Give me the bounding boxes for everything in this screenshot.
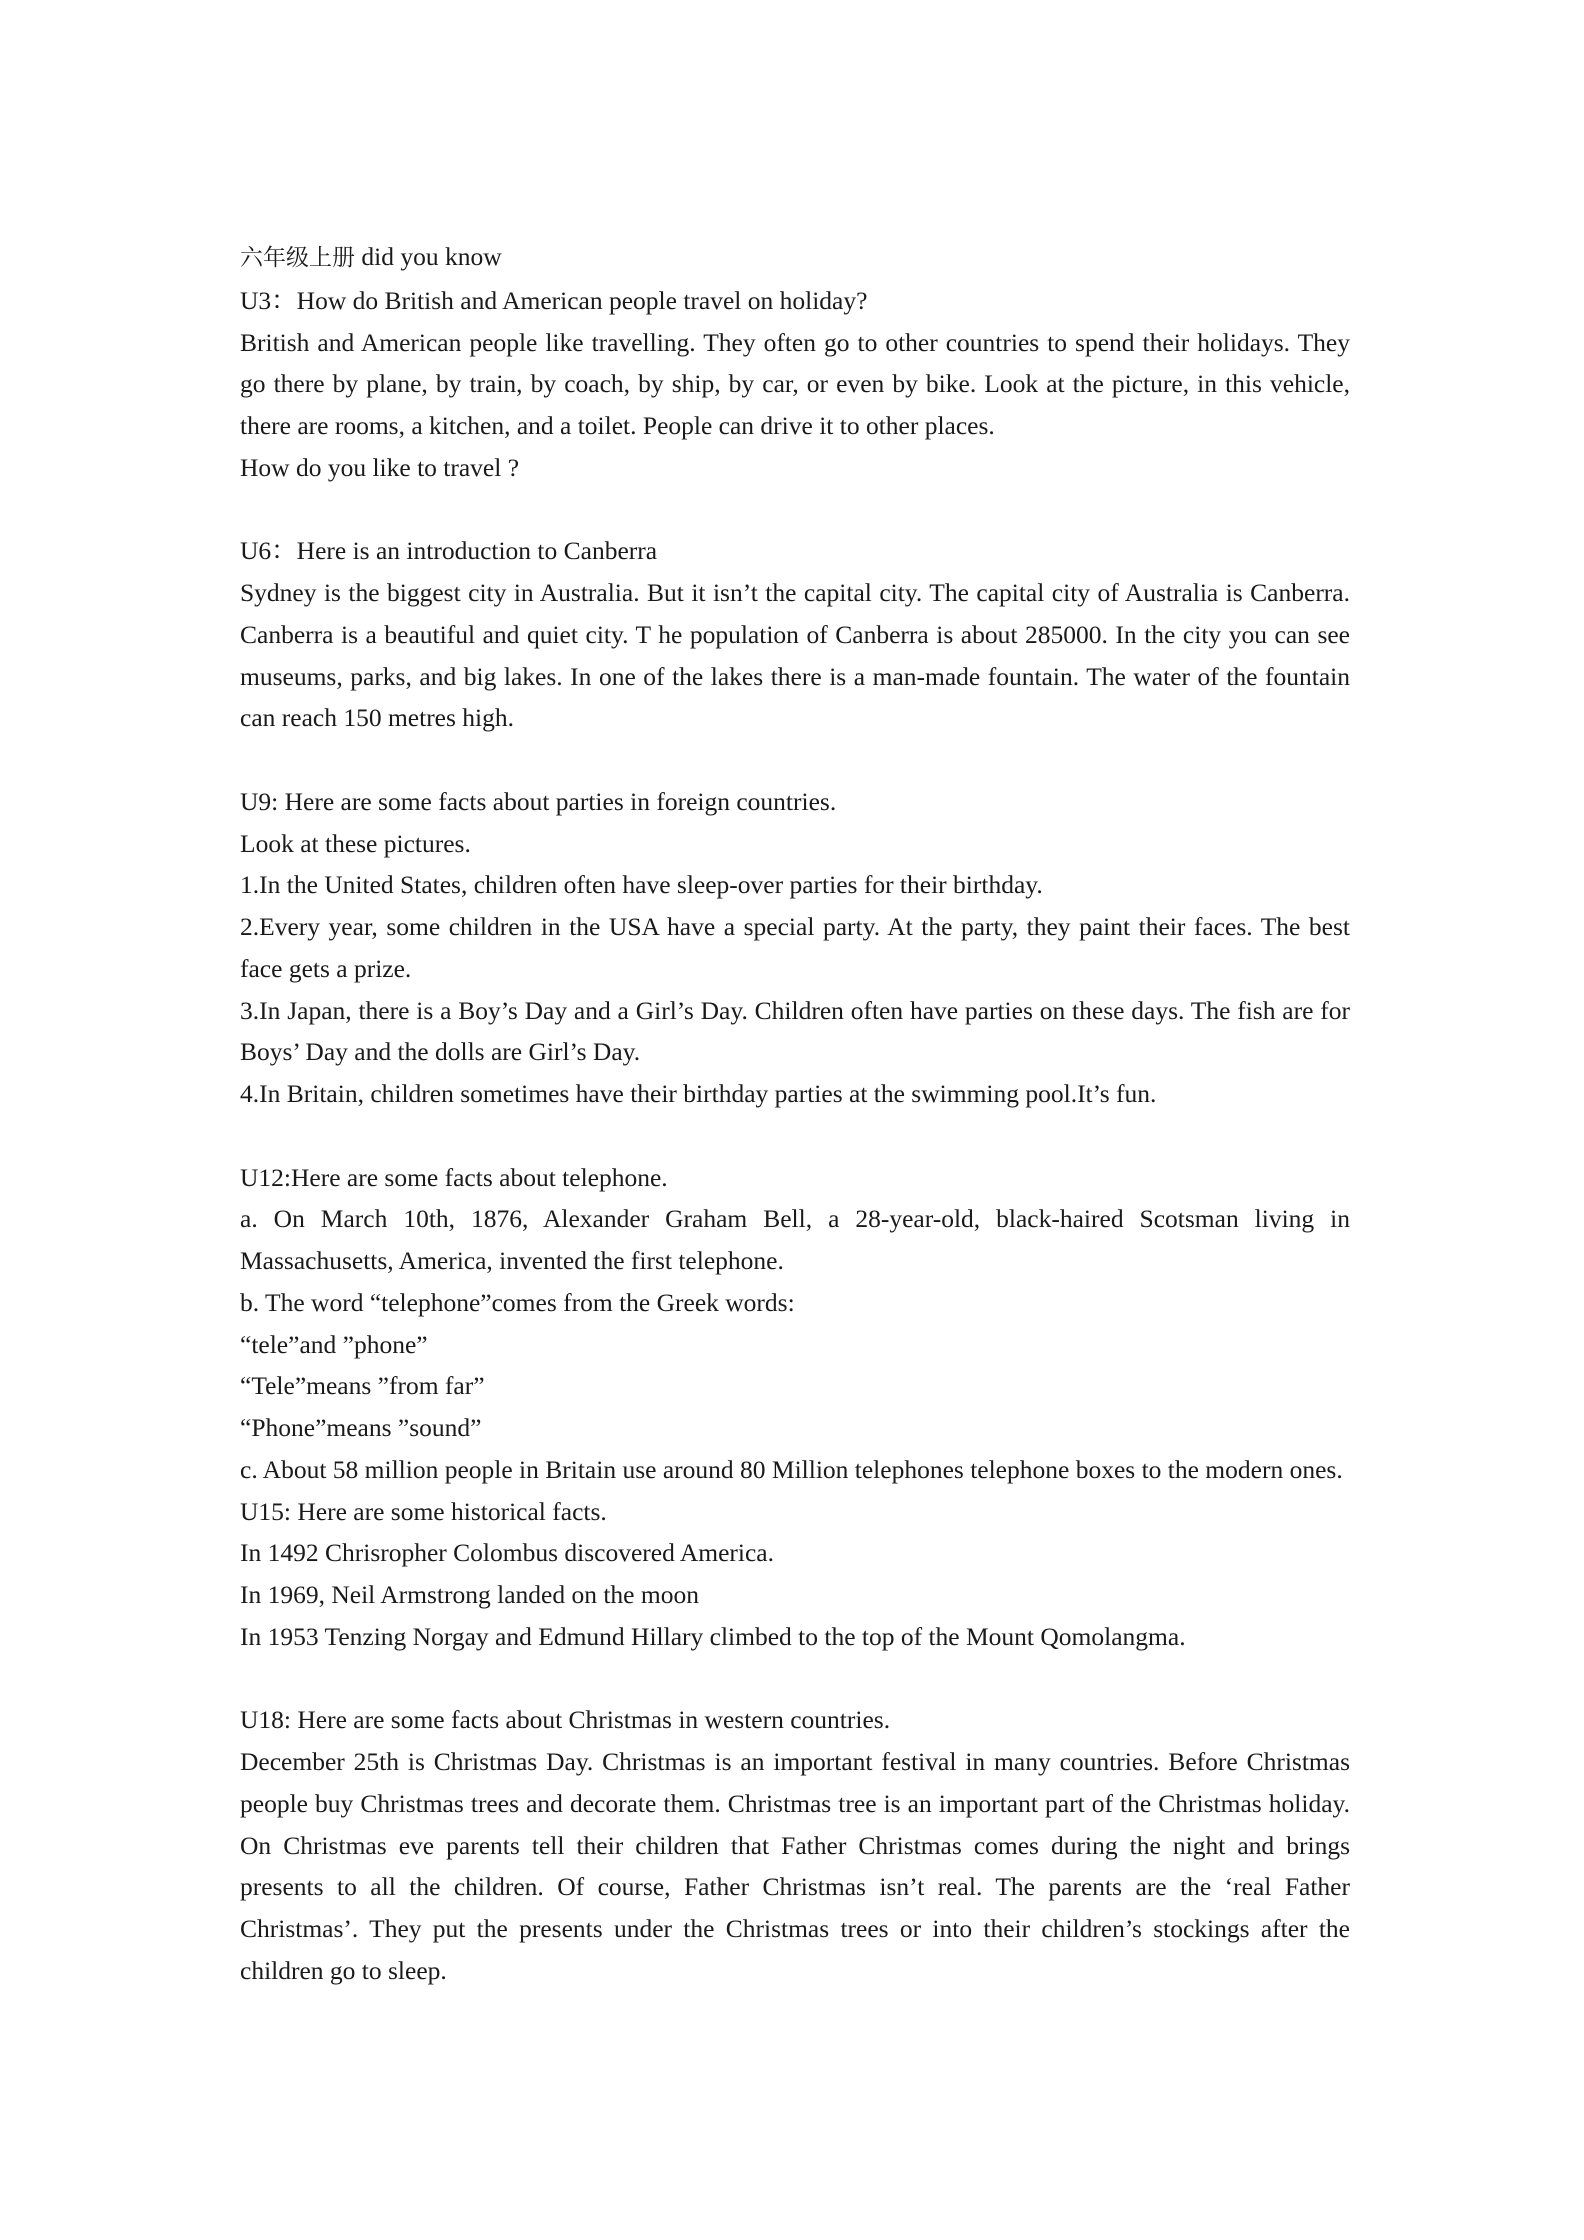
u15-fact-3: In 1953 Tenzing Norgay and Edmund Hillary climbed to the top of the Mount Qomolangma. [240,1621,1186,1651]
section-gap [240,739,1350,781]
u6-heading: U6：Here is an introduction to Canberra [240,536,658,566]
u12-fact-c: c. About 58 million people in Britain use around 80 Million telephones telephone boxes to the modern ones. [240,1454,1343,1484]
title-english: did you know [355,242,502,271]
u15-heading: U15: Here are some historical facts. [240,1496,607,1526]
u9-item-1: 1.In the United States, children often have sleep-over parties for their birthday. [240,870,1043,900]
section-gap [240,1115,1350,1157]
u12-heading: U12:Here are some facts about telephone. [240,1162,668,1192]
u9-heading: U9: Here are some facts about parties in foreign countries. [240,786,837,816]
u3-heading: U3：How do British and American people travel on holiday? [240,285,868,315]
u3-paragraph: British and American people like travelling. They often go to other countries to spend their holidays. They go there by plane, by train, by coach, by ship, by car, or even by bike. Look at the picture, in this vehicle, there are rooms, a kitchen, and a toilet. People can drive it to other places. [240,327,1350,440]
u18-heading: U18: Here are some facts about Christmas in western countries. [240,1705,891,1735]
u15-fact-2: In 1969, Neil Armstrong landed on the moon [240,1580,699,1609]
u6-paragraph: Sydney is the biggest city in Australia. But it isn’t the capital city. The capital city of Australia is Canberra. Canberra is a beautiful and quiet city. T he population of Canberra is about 285000. In the city you can see museums, parks, and big lakes. In one of the lakes there is a man-made fountain. The water of the fountain can reach 150 metres high. [240,578,1350,733]
u9-intro: Look at these pictures. [240,828,471,858]
u12-fact-b-line-2: “Tele”means ”from far” [240,1371,485,1401]
u12-fact-b-line-3: “Phone”means ”sound” [240,1413,482,1442]
document-title [240,236,1350,280]
u9-item-4: 4.In Britain, children sometimes have their birthday parties at the swimming pool.It’s fun. [240,1079,1157,1108]
section-gap [240,1658,1350,1700]
u9-item-3: 3.In Japan, there is a Boy’s Day and a Girl’s Day. Children often have parties on these days. The fish are for Boys’ Day and the dolls are Girl’s Day. [240,995,1350,1067]
section-gap [240,489,1350,531]
u9-item-2: 2.Every year, some children in the USA have a special party. At the party, they paint their faces. The best face gets a prize. [240,912,1350,983]
u12-fact-b-line-1: “tele”and ”phone” [240,1329,428,1359]
u3-question: How do you like to travel ? [240,452,520,482]
u15-fact-1: In 1492 Chrisropher Colombus discovered America. [240,1538,774,1568]
u12-fact-b: b. The word “telephone”comes from the Greek words: [240,1287,795,1317]
title-chinese: 六年级上册 [240,245,355,271]
u12-fact-a: a. On March 10th, 1876, Alexander Graham Bell, a 28-year-old, black-haired Scotsman living in Massachusetts, America, invented the first telephone. [240,1204,1350,1275]
document-page [240,236,1350,1992]
u18-paragraph: December 25th is Christmas Day. Christmas is an important festival in many countries. Before Christmas people buy Christmas trees and decorate them. Christmas tree is an important part of the Christmas holiday. On Christmas eve parents tell their children that Father Christmas comes during the night and brings presents to all the children. Of course, Father Christmas isn’t real. The parents are the ‘real Father Christmas’. They put the presents under the Christmas trees or into their children’s stockings after the children go to sleep. [240,1747,1350,1985]
